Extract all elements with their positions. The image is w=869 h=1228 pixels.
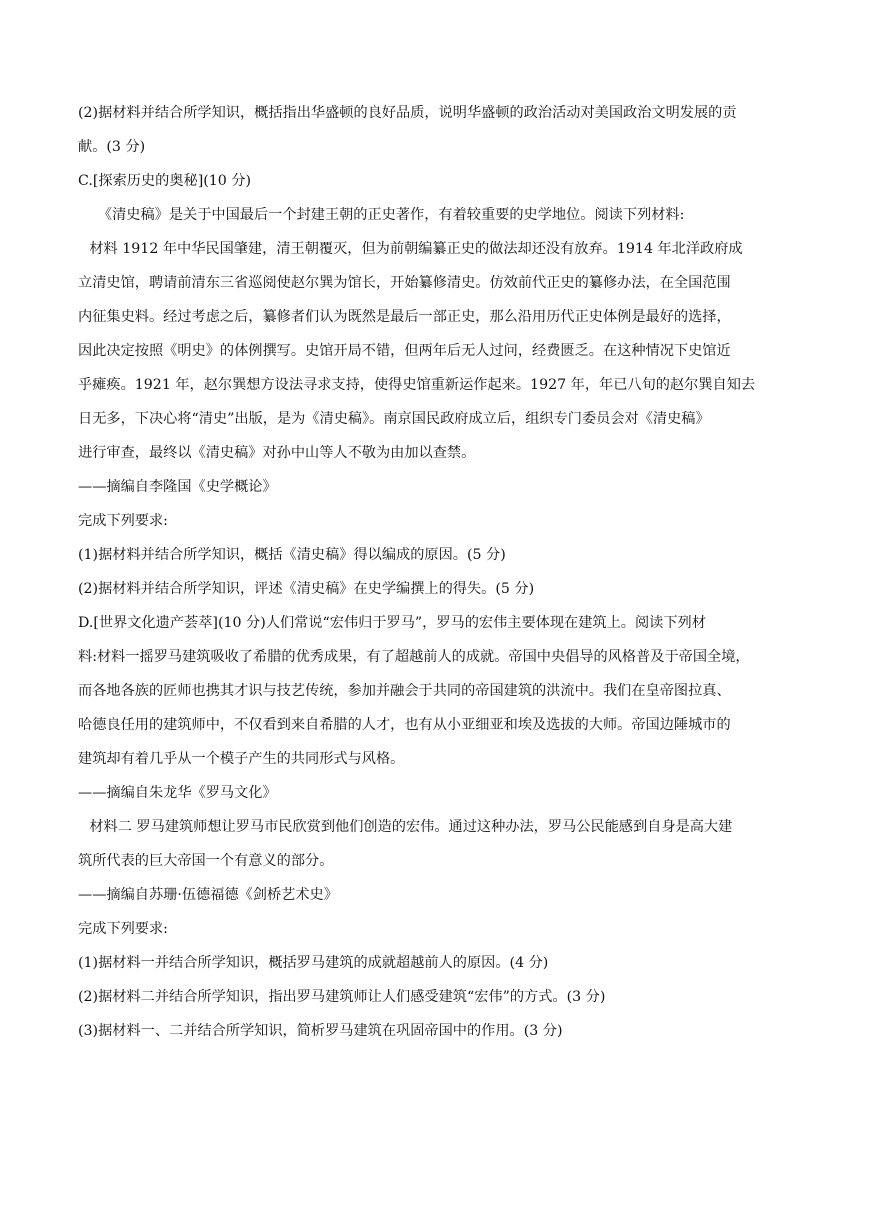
material-text-line: 料:材料一摇罗马建筑吸收了希腊的优秀成果，有了超越前人的成就。帝国中央倡导的风格普及于帝国全境， (78, 649, 750, 665)
material-text-line: 因此决定按照《明史》的体例撰写。史馆开局不错，但两年后无人过问，经费匮乏。在这种情况下史馆近 (78, 343, 731, 359)
document-page (78, 96, 792, 1048)
requirement-label: 完成下列要求: (78, 513, 168, 529)
material-text-line: 内征集史料。经过考虑之后，纂修者们认为既然是最后一部正史，那么沿用历代正史体例是最好的选择， (78, 309, 731, 325)
material-text-line: 哈德良任用的建筑师中，不仅看到来自希腊的人才，也有从小亚细亚和埃及选拔的大师。帝国边陲城市的 (78, 717, 731, 733)
section-intro: 《清史稿》是关于中国最后一个封建王朝的正史著作，有着较重要的史学地位。阅读下列材料: (97, 207, 685, 223)
material-text-line: 立清史馆，聘请前清东三省巡阅使赵尔巽为馆长，开始纂修清史。仿效前代正史的纂修办法，在全国范围 (78, 275, 731, 291)
question-text: (2)据材料并结合所学知识，评述《清史稿》在史学编撰上的得失。(5 分) (78, 581, 535, 597)
material-text-line: 乎瘫痪。1921 年，赵尔巽想方设法寻求支持，使得史馆重新运作起来。1927 年，年已八旬的赵尔巽自知去 (78, 377, 756, 393)
material-text-line: 而各地各族的匠师也携其才识与技艺传统，参加并融会于共同的帝国建筑的洪流中。我们在皇帝图拉真、 (78, 683, 731, 699)
question-text: (2)据材料并结合所学知识，概括指出华盛顿的良好品质，说明华盛顿的政治活动对美国政治文明发展的贡 (78, 105, 737, 121)
question-text: (1)据材料一并结合所学知识，概括罗马建筑的成就超越前人的原因。(4 分) (78, 955, 549, 971)
question-text: 献。(3 分) (78, 139, 146, 155)
section-heading-text-line: D.[世界文化遗产荟萃](10 分)人们常说“宏伟归于罗马”，罗马的宏伟主要体现在建筑上。阅读下列材 (78, 615, 706, 631)
source-citation: ——摘编自李隆国《史学概论》 (78, 479, 277, 495)
source-citation: ——摘编自朱龙华《罗马文化》 (78, 785, 277, 801)
question-text: (1)据材料并结合所学知识，概括《清史稿》得以编成的原因。(5 分) (78, 547, 506, 563)
source-citation: ——摘编自苏珊·伍德福德《剑桥艺术史》 (78, 887, 338, 903)
material-text-line: 进行审查，最终以《清史稿》对孙中山等人不敬为由加以查禁。 (78, 445, 476, 461)
requirement-label: 完成下列要求: (78, 921, 168, 937)
material-text-line: 材料 1912 年中华民国肇建，清王朝覆灭，但为前朝编纂正史的做法却还没有放弃。1914 年北洋政府成 (89, 241, 743, 257)
question-text: (2)据材料二并结合所学知识，指出罗马建筑师让人们感受建筑“宏伟”的方式。(3 分) (78, 989, 606, 1005)
question-text: (3)据材料一、二并结合所学知识，简析罗马建筑在巩固帝国中的作用。(3 分) (78, 1023, 563, 1039)
material-text-line: 材料二 罗马建筑师想让罗马市民欣赏到他们创造的宏伟。通过这种办法，罗马公民能感到自身是高大建 (89, 819, 733, 835)
section-heading: C.[探索历史的奥秘](10 分) (78, 173, 252, 189)
material-text-line: 建筑却有着几乎从一个模子产生的共同形式与风格。 (78, 751, 405, 767)
material-text-line: 日无多，下决心将“清史”出版，是为《清史稿》。南京国民政府成立后，组织专门委员会对《清史稿》 (78, 411, 710, 427)
material-text-line: 筑所代表的巨大帝国一个有意义的部分。 (78, 853, 334, 869)
